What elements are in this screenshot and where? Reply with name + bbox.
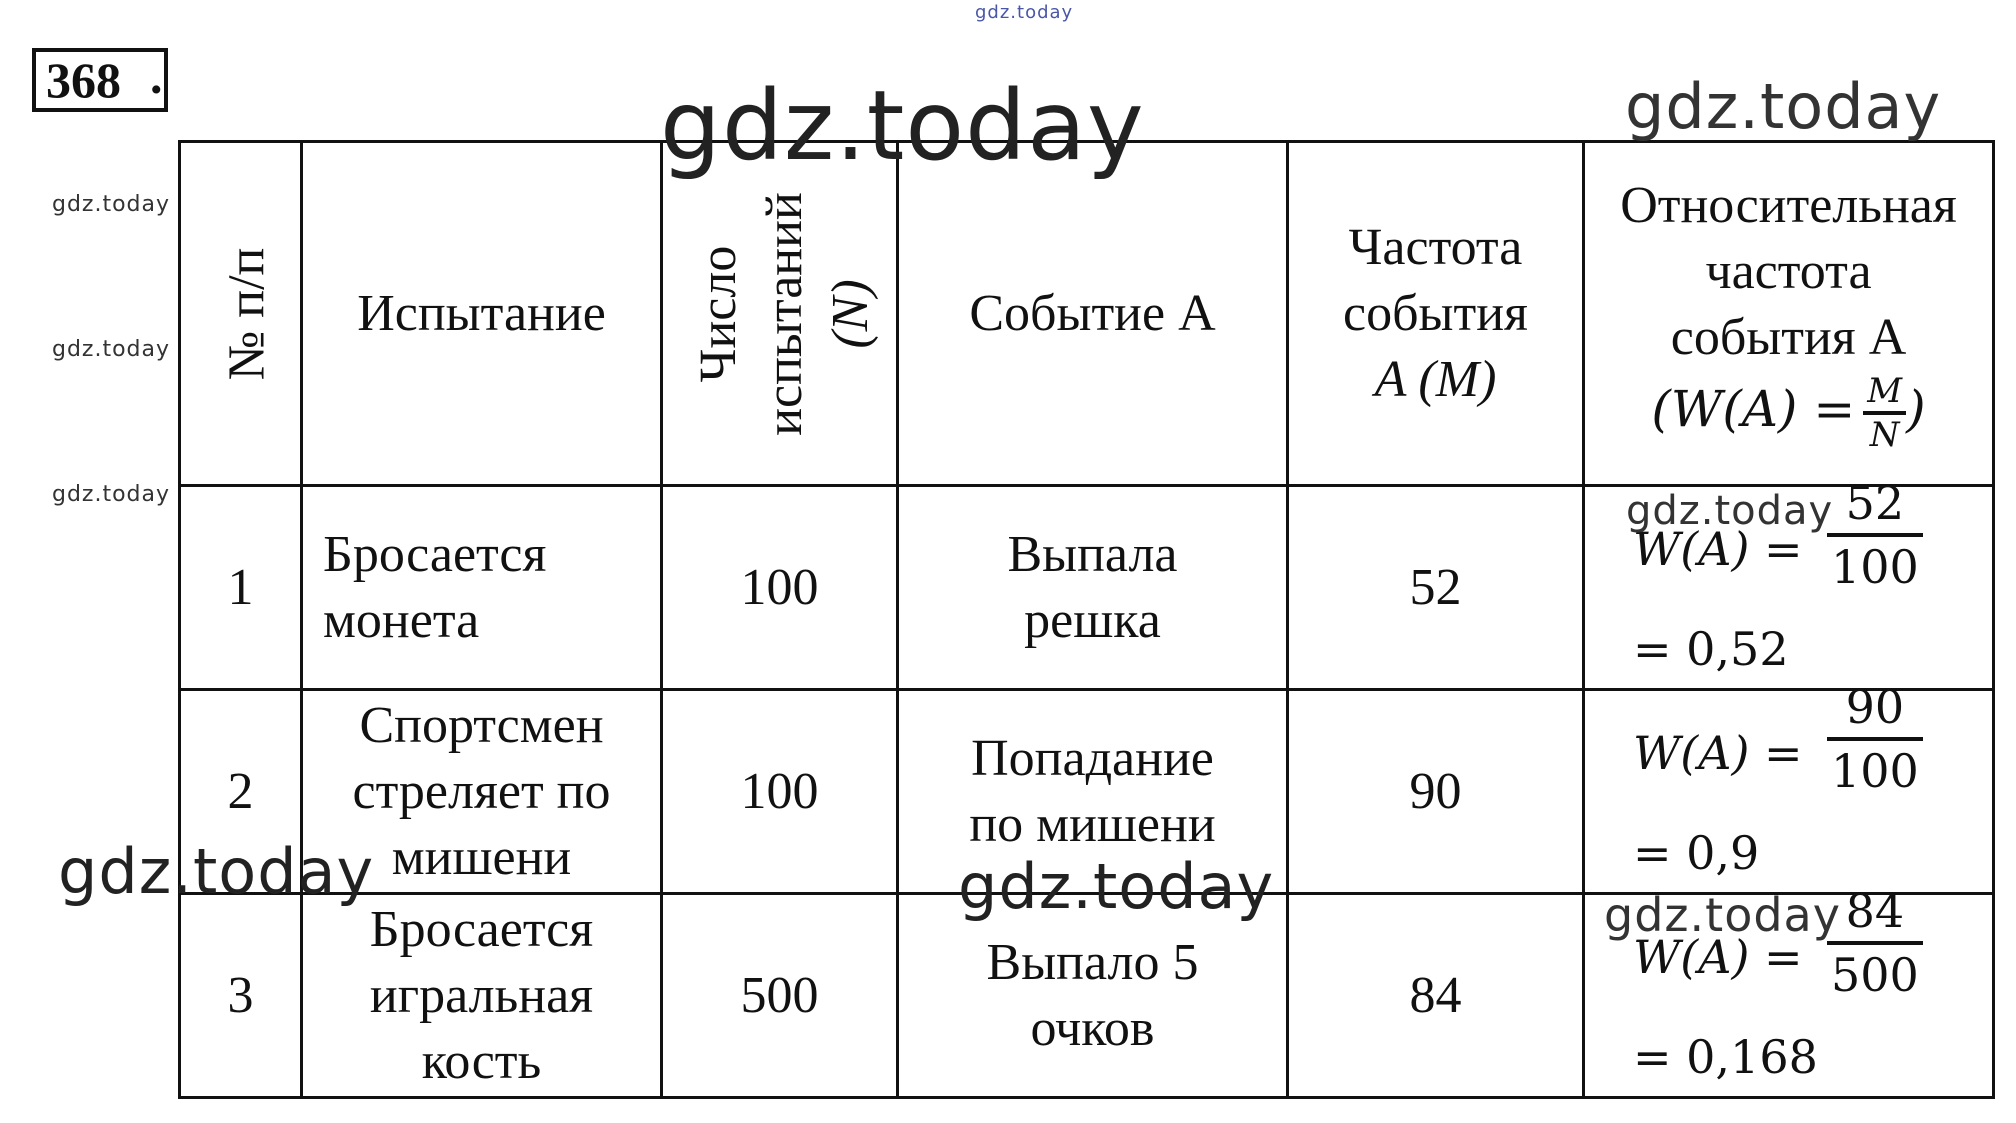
header-event-label: Событие A bbox=[969, 284, 1216, 342]
header-rel-formula-left: (W(A) = bbox=[1651, 379, 1856, 438]
formula-fraction bbox=[1827, 881, 1923, 1005]
header-trials-count bbox=[662, 142, 898, 486]
cell-trial: Бросается игральная кость bbox=[302, 894, 662, 1098]
formula-denominator: 500 bbox=[1831, 947, 1919, 1002]
header-trials-count-line3: (N) bbox=[821, 278, 879, 349]
problem-number-dot: . bbox=[150, 48, 163, 104]
cell-n: 500 bbox=[662, 894, 898, 1098]
formula-result: = 0,9 bbox=[1633, 825, 1760, 880]
formula-numerator: 52 bbox=[1827, 473, 1923, 537]
formula-result: = 0,168 bbox=[1633, 1029, 1818, 1084]
cell-m: 84 bbox=[1288, 894, 1584, 1098]
watermark-cell: gdz.today bbox=[1626, 488, 1834, 534]
header-trials-count-line2: испытаний bbox=[755, 191, 813, 436]
watermark-top: gdz.today bbox=[975, 2, 1074, 23]
formula-numerator: 84 bbox=[1827, 881, 1923, 945]
header-rel-line1: Относительная bbox=[1620, 176, 1957, 234]
watermark-middle: gdz.today bbox=[958, 850, 1275, 923]
watermark-left: gdz.today bbox=[58, 835, 375, 908]
formula-left: W(A) = bbox=[1633, 725, 1803, 780]
header-trial bbox=[302, 142, 662, 486]
problem-number-box bbox=[32, 48, 168, 112]
cell-n: 100 bbox=[662, 690, 898, 894]
header-frequency-line1: Частота bbox=[1348, 218, 1523, 276]
cell-trial: Бросается монета bbox=[302, 486, 662, 690]
formula bbox=[1585, 679, 1992, 884]
cell-m: 52 bbox=[1288, 486, 1584, 690]
cell-relative-frequency bbox=[1584, 679, 1994, 894]
header-rel-fraction-num: M bbox=[1863, 371, 1906, 415]
watermark-side: gdz.today bbox=[52, 337, 171, 362]
problem-number: 368 bbox=[46, 52, 121, 108]
header-trials-count-label bbox=[686, 192, 884, 436]
header-num-label: № п/п bbox=[218, 247, 276, 380]
watermark-large-center: gdz.today bbox=[660, 70, 1145, 182]
header-event bbox=[898, 142, 1288, 486]
header-rel-line3: события A bbox=[1670, 308, 1907, 366]
header-relative-frequency bbox=[1584, 142, 1994, 486]
header-frequency-line3: A (M) bbox=[1374, 350, 1497, 408]
cell-trial: Спортсмен стреляет по мишени bbox=[302, 690, 662, 894]
header-rel-fraction bbox=[1863, 371, 1906, 455]
cell-m: 90 bbox=[1288, 690, 1584, 894]
header-rel-line2: частота bbox=[1705, 242, 1872, 300]
watermark-side: gdz.today bbox=[52, 192, 171, 217]
header-num bbox=[180, 142, 302, 486]
header-trial-label: Испытание bbox=[357, 284, 606, 342]
cell-event: Выпала решка bbox=[898, 486, 1288, 690]
table-header-row bbox=[180, 142, 1994, 486]
cell-n: 100 bbox=[662, 486, 898, 690]
cell-num: 3 bbox=[180, 894, 302, 1098]
cell-num: 1 bbox=[180, 486, 302, 690]
formula-denominator: 100 bbox=[1831, 539, 1919, 594]
formula-numerator: 90 bbox=[1827, 677, 1923, 741]
header-rel-fraction-den: N bbox=[1869, 414, 1900, 455]
formula-fraction bbox=[1827, 677, 1923, 801]
header-frequency-line2: события bbox=[1343, 284, 1528, 342]
formula-fraction bbox=[1827, 473, 1923, 597]
formula-left: W(A) = bbox=[1633, 521, 1803, 576]
header-rel-formula-right: ) bbox=[1906, 379, 1926, 438]
cell-event: Выпало 5 очков bbox=[898, 894, 1288, 1098]
header-frequency bbox=[1288, 142, 1584, 486]
formula-left: W(A) = bbox=[1633, 929, 1803, 984]
probability-table bbox=[178, 140, 1995, 1099]
watermark-side: gdz.today bbox=[52, 482, 171, 507]
header-trials-count-line1: Число bbox=[689, 245, 747, 382]
formula-result: = 0,52 bbox=[1633, 621, 1789, 676]
cell-num: 2 bbox=[180, 690, 302, 894]
watermark-top-right: gdz.today bbox=[1625, 70, 1942, 143]
watermark-cell: gdz.today bbox=[1604, 888, 1841, 942]
cell-event: Попадание по мишени bbox=[898, 690, 1288, 894]
header-rel-formula bbox=[1585, 371, 1992, 455]
formula-denominator: 100 bbox=[1831, 743, 1919, 798]
